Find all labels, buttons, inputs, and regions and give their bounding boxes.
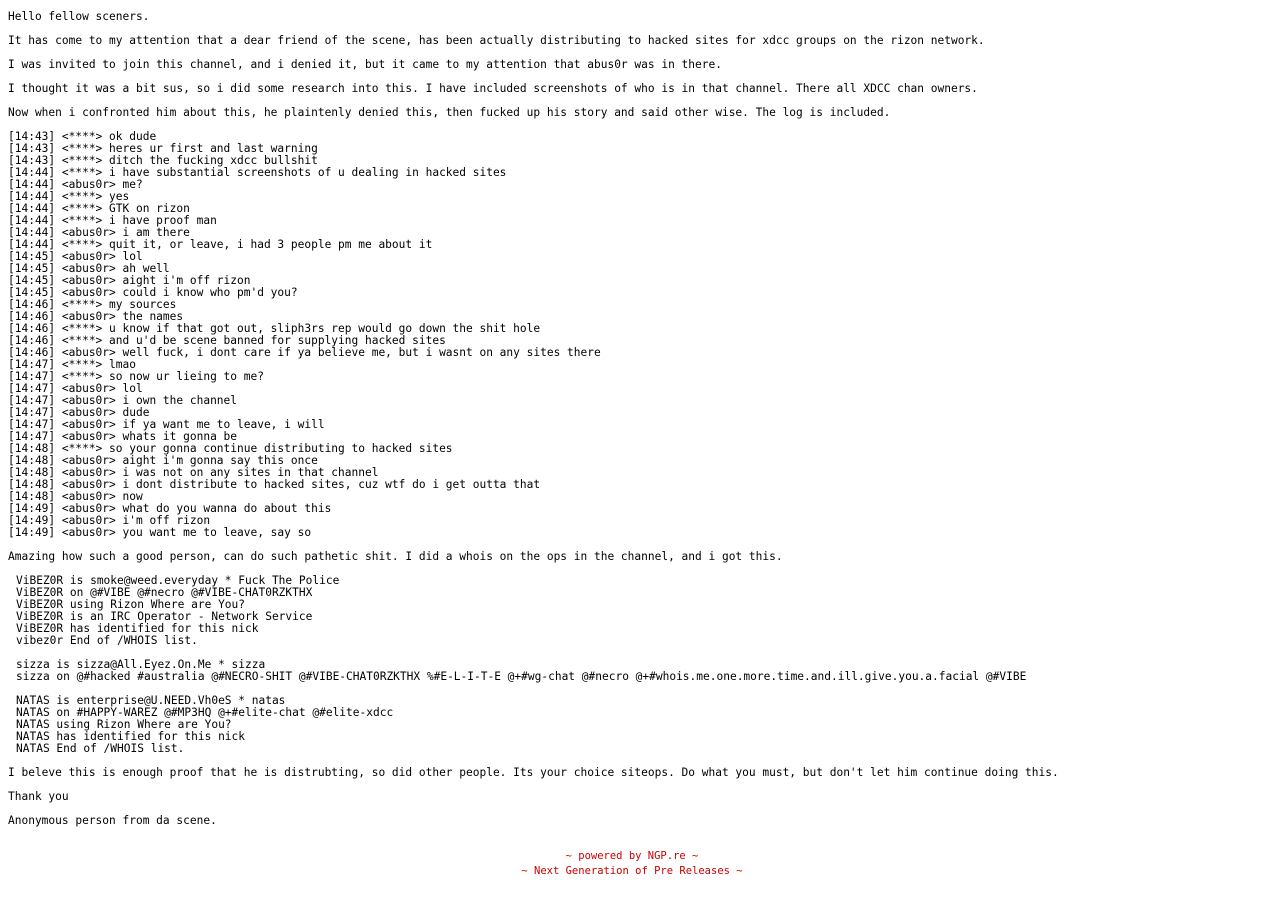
whois-line: NATAS using Rizon Where are You? [16,718,232,731]
chat-log-line: [14:47] <abus0r> lol [8,382,143,395]
chat-log-line: [14:47] <abus0r> if ya want me to leave, i will [8,418,325,431]
chat-log-line: [14:48] <****> so your gonna continue distributing to hacked sites [8,442,453,455]
footer-tagline: ~ Next Generation of Pre Releases ~ [521,865,743,877]
whois-block [8,659,1260,683]
chat-log-line: [14:43] <****> heres ur first and last warning [8,142,318,155]
chat-log-line: [14:44] <****> quit it, or leave, i had 3 people pm me about it [8,238,433,251]
intro-paragraph-3: I thought it was a bit sus, so i did some research into this. I have included screenshots of who is in that channel. There all XDCC chan owners. [8,82,978,95]
chat-log-line: [14:45] <abus0r> aight i'm off rizon [8,274,251,287]
chat-log-line: [14:47] <abus0r> i own the channel [8,394,238,407]
chat-log-line: [14:46] <****> u know if that got out, sliph3rs rep would go down the shit hole [8,322,541,335]
intro-paragraph-1: It has come to my attention that a dear friend of the scene, has been actually distributing to hacked sites for xdcc groups on the rizon network. [8,34,985,47]
chat-log-line: [14:44] <****> yes [8,190,130,203]
whois-line: ViBEZ0R has identified for this nick [16,622,259,635]
chat-log-line: [14:44] <****> i have substantial screenshots of u dealing in hacked sites [8,166,507,179]
footer [0,849,1264,879]
closing-paragraph: I beleve this is enough proof that he is distrubting, so did other people. Its your choice siteops. Do what you must, but don't let him continue doing this. [8,766,1059,779]
irc-chat-log [8,131,1260,539]
chat-log-line: [14:45] <abus0r> lol [8,250,143,263]
chat-log-line: [14:47] <abus0r> dude [8,406,150,419]
nfo-document [8,11,1260,839]
chat-log-line: [14:46] <abus0r> well fuck, i dont care if ya believe me, but i wasnt on any sites there [8,346,601,359]
chat-log-line: [14:47] <****> so now ur lieing to me? [8,370,264,383]
whois-line: NATAS has identified for this nick [16,730,246,743]
greeting: Hello fellow sceners. [8,10,150,23]
whois-results [8,575,1260,755]
chat-log-line: [14:45] <abus0r> ah well [8,262,170,275]
chat-log-line: [14:47] <****> lmao [8,358,136,371]
chat-log-line: [14:48] <abus0r> i dont distribute to hacked sites, cuz wtf do i get outta that [8,478,541,491]
whois-line: vibez0r End of /WHOIS list. [16,634,198,647]
whois-line: NATAS on #HAPPY-WAREZ @#MP3HQ @+#elite-chat @#elite-xdcc [16,706,394,719]
chat-log-line: [14:48] <abus0r> now [8,490,143,503]
chat-log-line: [14:45] <abus0r> could i know who pm'd you? [8,286,298,299]
chat-log-line: [14:44] <****> GTK on rizon [8,202,190,215]
chat-log-line: [14:43] <****> ditch the fucking xdcc bullshit [8,154,318,167]
chat-log-line: [14:46] <****> my sources [8,298,177,311]
whois-line: sizza is sizza@All.Eyez.On.Me * sizza [16,658,266,671]
whois-block [8,695,1260,755]
chat-log-line: [14:44] <****> i have proof man [8,214,217,227]
chat-log-line: [14:44] <abus0r> me? [8,178,143,191]
chat-log-line: [14:49] <abus0r> i'm off rizon [8,514,211,527]
chat-log-line: [14:48] <abus0r> i was not on any sites in that channel [8,466,379,479]
whois-line: ViBEZ0R is an IRC Operator - Network Service [16,610,313,623]
signature: Anonymous person from da scene. [8,814,217,827]
chat-log-line: [14:46] <****> and u'd be scene banned for supplying hacked sites [8,334,446,347]
whois-line: ViBEZ0R on @#VIBE @#necro @#VIBE-CHAT0RZKTHX [16,586,313,599]
chat-log-line: [14:49] <abus0r> what do you wanna do about this [8,502,332,515]
chat-log-line: [14:46] <abus0r> the names [8,310,184,323]
whois-line: NATAS End of /WHOIS list. [16,742,185,755]
intro-paragraph-2: I was invited to join this channel, and i denied it, but it came to my attention that abus0r was in there. [8,58,722,71]
whois-block [8,575,1260,647]
whois-line: ViBEZ0R is smoke@weed.everyday * Fuck The Police [16,574,340,587]
chat-log-line: [14:47] <abus0r> whats it gonna be [8,430,238,443]
whois-line: NATAS is enterprise@U.NEED.Vh0eS * natas [16,694,286,707]
chat-log-line: [14:43] <****> ok dude [8,130,157,143]
intro-paragraph-4: Now when i confronted him about this, he plaintenly denied this, then fucked up his story and said other wise. The log is included. [8,106,891,119]
chat-log-line: [14:48] <abus0r> aight i'm gonna say this once [8,454,318,467]
whois-intro: Amazing how such a good person, can do such pathetic shit. I did a whois on the ops in the channel, and i got this. [8,550,783,563]
chat-log-line: [14:44] <abus0r> i am there [8,226,190,239]
footer-powered-by: ~ powered by NGP.re ~ [565,850,699,862]
thank-you: Thank you [8,790,69,803]
whois-line: ViBEZ0R using Rizon Where are You? [16,598,246,611]
chat-log-line: [14:49] <abus0r> you want me to leave, say so [8,526,312,539]
whois-line: sizza on @#hacked #australia @#NECRO-SHIT @#VIBE-CHAT0RZKTHX %#E-L-I-T-E @+#wg-chat @#necro @+#whois.me.one.more.time.and.ill.give.you.a.facial @#VIBE [16,670,1027,683]
